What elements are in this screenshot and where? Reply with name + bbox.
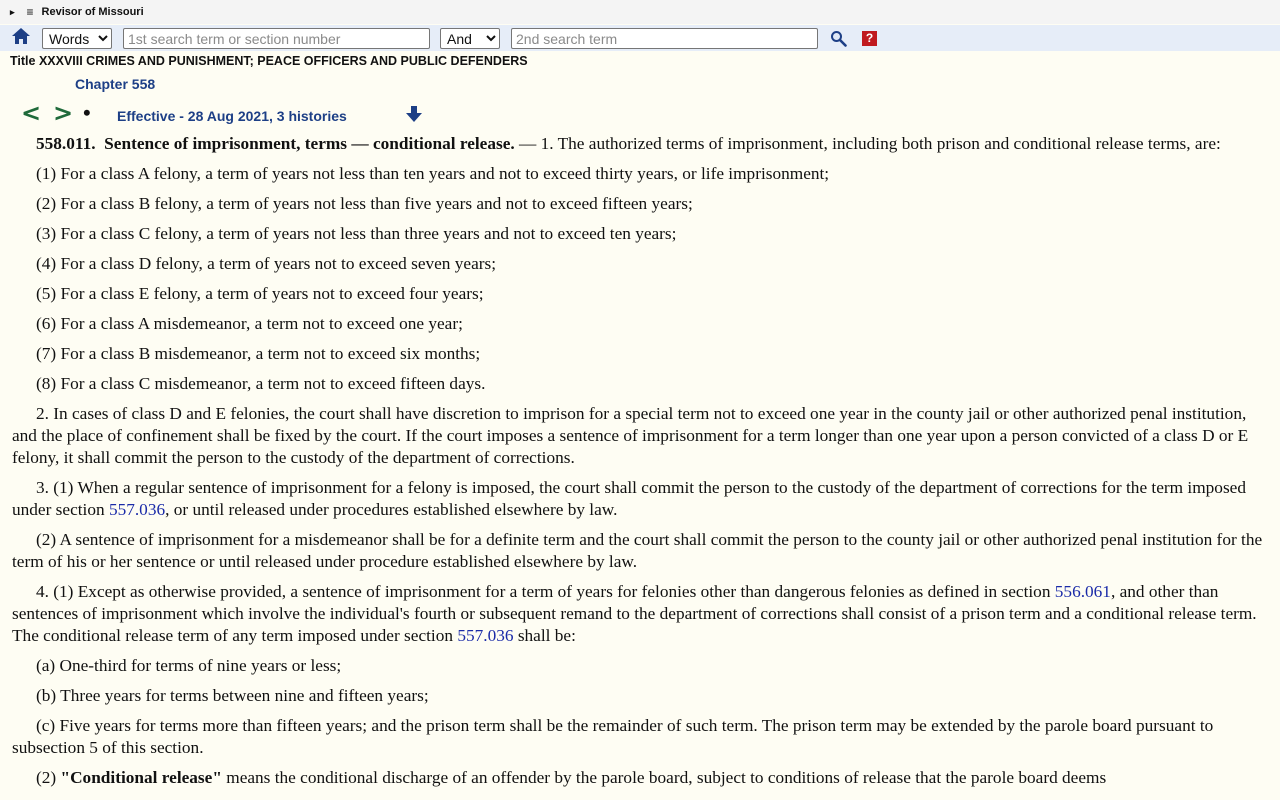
list-item: (2) For a class B felony, a term of years not less than five years and not to exceed fifteen years; (36, 194, 693, 213)
help-icon[interactable]: ? (862, 31, 877, 46)
paragraph-text: means the conditional discharge of an offender by the parole board, subject to conditions of release that the parole board deems (221, 768, 1107, 787)
effective-histories-link[interactable]: Effective - 28 Aug 2021, 3 histories (117, 108, 347, 124)
section-heading: Sentence of imprisonment, terms — conditional release. (104, 134, 515, 153)
paragraph-text: 4. (1) Except as otherwise provided, a sentence of imprisonment for a term of years for felonies other than dangerous felonies as defined in section (36, 582, 1055, 601)
section-bullet-button[interactable]: • (83, 100, 91, 125)
section-number: 558.011. (36, 134, 96, 153)
search-operator-select[interactable] (440, 28, 500, 49)
search-icon[interactable] (830, 30, 847, 47)
section-intro (12, 133, 1268, 155)
title-breadcrumb[interactable]: Title XXXVIII CRIMES AND PUNISHMENT; PEACE OFFICERS AND PUBLIC DEFENDERS (10, 54, 528, 68)
previous-section-button[interactable]: < (21, 99, 42, 127)
paragraph-text: shall be: (513, 626, 576, 645)
paragraph-4-1 (12, 581, 1268, 647)
section-link-556-061[interactable]: 556.061 (1054, 582, 1111, 601)
paragraph-4-2 (12, 767, 1268, 789)
paragraph-4-b: (b) Three years for terms between nine and fifteen years; (36, 686, 429, 705)
paragraph-text: 3. (1) When a regular sentence of imprisonment for a felony is imposed, the court shall commit the person to the custody of the department of corrections for the term imposed under section (12, 478, 1246, 519)
site-name[interactable]: Revisor of Missouri (41, 6, 144, 18)
section-link-557-036[interactable]: 557.036 (108, 500, 166, 519)
list-item: (7) For a class B misdemeanor, a term not to exceed six months; (36, 344, 481, 363)
statute-text (12, 132, 1268, 797)
section-intro-text: — 1. The authorized terms of imprisonment, including both prison and conditional release terms, are: (514, 134, 1221, 153)
paragraph-2: 2. In cases of class D and E felonies, the court shall have discretion to imprison for a special term not to exceed one year in the county jail or other authorized penal institution, and the place of confinement shall be fixed by the court. If the court imposes a sentence of imprisonment for a term longer than one year upon a person convicted of a class D or E felony, it shall commit the person to the custody of the department of corrections. (12, 404, 1249, 467)
paragraph-text: , or until released under procedures established elsewhere by law. (165, 500, 618, 519)
section-nav (0, 100, 1280, 128)
list-item: (3) For a class C felony, a term of years not less than three years and not to exceed ten years; (36, 224, 677, 243)
search-mode-select[interactable] (42, 28, 112, 49)
list-item: (5) For a class E felony, a term of years not to exceed four years; (36, 284, 484, 303)
list-item: (8) For a class C misdemeanor, a term not to exceed fifteen days. (36, 374, 486, 393)
home-icon[interactable] (11, 26, 31, 46)
list-item: (1) For a class A felony, a term of years not less than ten years and not to exceed thirty years, or life imprisonment; (36, 164, 830, 183)
top-bar (0, 0, 1280, 24)
paragraph-text: , and other than sentences of imprisonment which involve the individual's fourth or subsequent remand to the department of corrections shall consist of a prison term and a conditional release term. The conditional release term of any term imposed under section (12, 582, 1257, 645)
down-arrow-icon[interactable] (405, 105, 423, 123)
first-search-input[interactable] (123, 28, 430, 49)
next-section-button[interactable]: > (53, 99, 74, 127)
menu-icon[interactable]: ≡ (26, 5, 34, 19)
search-bar (0, 25, 1280, 51)
paragraph-3-1 (12, 477, 1268, 521)
paragraph-4-c: (c) Five years for terms more than fifteen years; and the prison term shall be the remainder of such term. The prison term may be extended by the parole board pursuant to subsection 5 of this section. (12, 716, 1214, 757)
paragraph-3-2: (2) A sentence of imprisonment for a misdemeanor shall be for a definite term and the court shall commit the person to the county jail or other authorized penal institution for the term of his or her sentence or until released under procedure established elsewhere by law. (12, 530, 1263, 571)
list-item: (4) For a class D felony, a term of years not to exceed seven years; (36, 254, 497, 273)
expand-icon[interactable]: ▸ (10, 6, 15, 17)
paragraph-text: (2) (36, 768, 61, 787)
list-item: (6) For a class A misdemeanor, a term not to exceed one year; (36, 314, 463, 333)
term-definition: "Conditional release" (60, 768, 222, 787)
section-link-557-036[interactable]: 557.036 (457, 626, 514, 645)
second-search-input[interactable] (511, 28, 818, 49)
paragraph-4-a: (a) One-third for terms of nine years or less; (36, 656, 342, 675)
chapter-link[interactable]: Chapter 558 (75, 76, 156, 92)
